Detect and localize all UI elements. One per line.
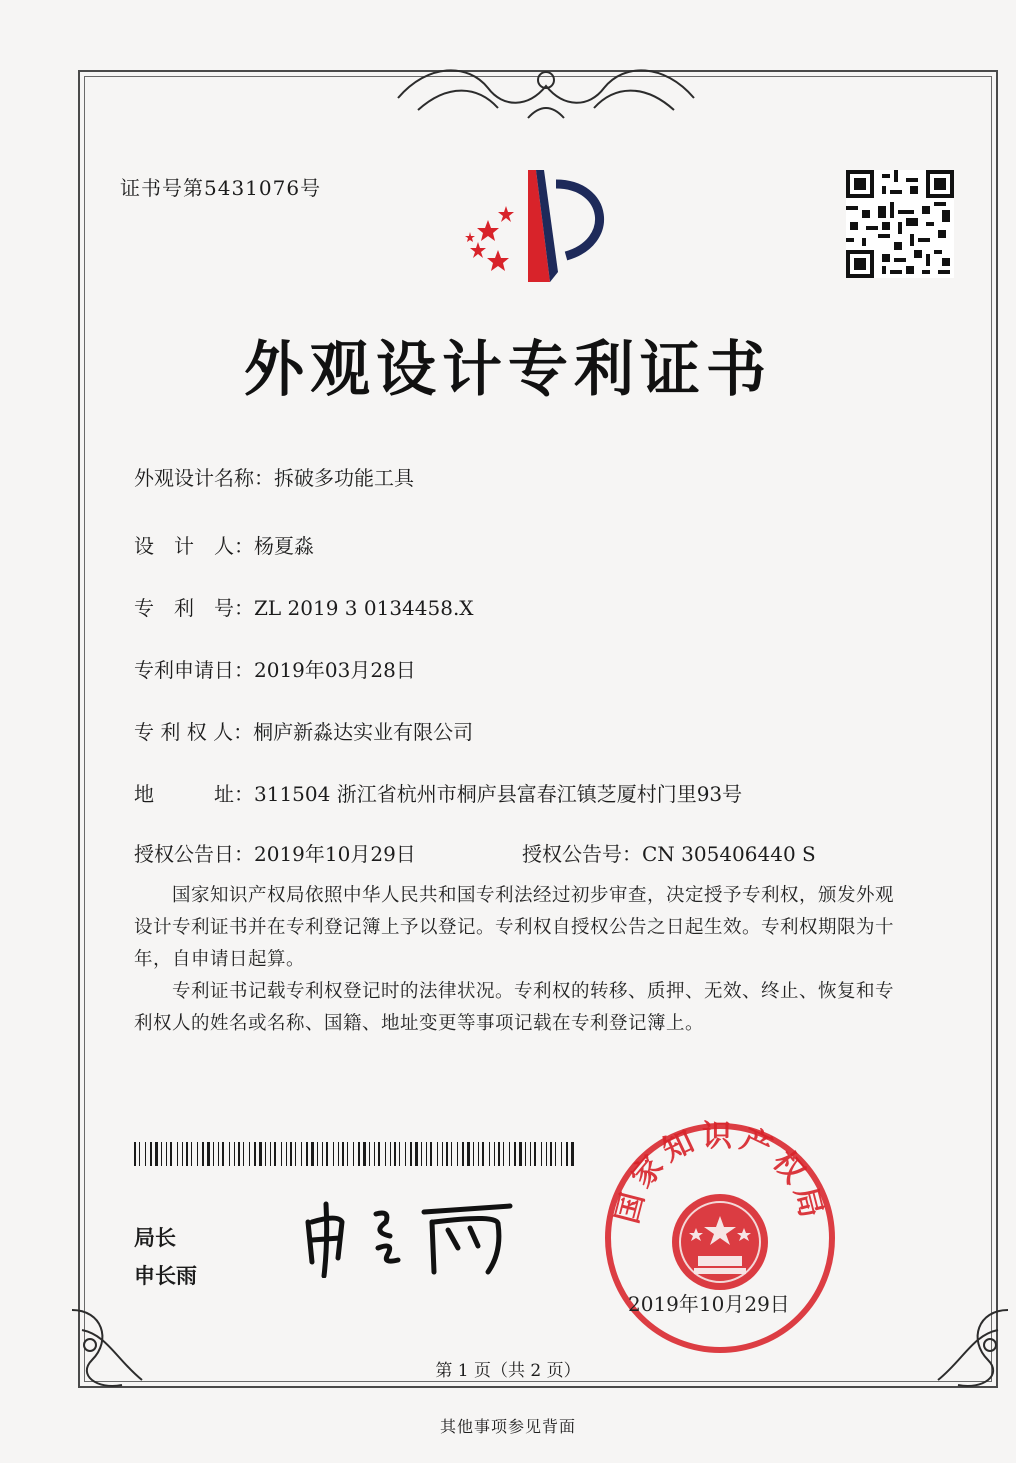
design-name-row — [134, 462, 414, 491]
announce-number-label: 授权公告号： — [522, 842, 642, 866]
designer-value: 杨夏淼 — [254, 534, 314, 558]
official-seal — [600, 1118, 840, 1358]
filing-date-value: 2019年03月28日 — [254, 658, 416, 682]
corner-ornament-bottom-right — [908, 1290, 1016, 1400]
seal-date: 2019年10月29日 — [628, 1292, 790, 1316]
patent-office-emblem — [458, 162, 620, 290]
patentee-value: 桐庐新淼达实业有限公司 — [253, 720, 474, 744]
announce-number-row — [522, 838, 816, 867]
designer-label: 设 计 人： — [134, 534, 254, 558]
address-label: 地 址： — [134, 782, 254, 806]
patentee-row — [134, 716, 473, 745]
page-number: 第 1 页（共 2 页） — [435, 1361, 581, 1381]
announce-number-value: CN 305406440 S — [642, 842, 816, 866]
patentee-label: 专 利 权 人： — [134, 720, 254, 744]
legal-paragraph-2: 专利证书记载专利权登记时的法律状况。专利权的转移、质押、无效、终止、恢复和专利权人的姓名或名称、国籍、地址变更等事项记载在专利登记簿上。 — [134, 981, 895, 1034]
legal-paragraph-1: 国家知识产权局依照中华人民共和国专利法经过初步审查，决定授予专利权，颁发外观设计专利证书并在专利登记簿上予以登记。专利权自授权公告之日起生效。专利权期限为十年，自申请日起算。 — [134, 885, 895, 970]
patent-number-value: ZL 2019 3 0134458.X — [254, 596, 474, 620]
announce-date-label: 授权公告日： — [134, 842, 254, 866]
address-row — [134, 778, 742, 807]
handwritten-signature — [298, 1192, 518, 1278]
seal-text: 国家知识产权局 — [609, 1119, 831, 1227]
announce-date-value: 2019年10月29日 — [254, 842, 416, 866]
director-title: 局长 — [134, 1226, 176, 1250]
design-name-label: 外观设计名称： — [134, 466, 274, 490]
qr-code — [846, 170, 954, 278]
designer-row — [134, 530, 314, 559]
top-ornament — [388, 58, 704, 130]
certificate-number: 证书号第5431076号 — [120, 176, 322, 200]
director-name: 申长雨 — [134, 1264, 197, 1288]
corner-ornament-bottom-left — [62, 1290, 172, 1400]
patent-number-row — [134, 592, 474, 621]
filing-date-row — [134, 654, 416, 683]
announce-date-row — [134, 838, 416, 867]
footer-note: 其他事项参见背面 — [439, 1417, 576, 1436]
address-value: 311504 浙江省杭州市桐庐县富春江镇芝厦村门里93号 — [254, 782, 743, 806]
filing-date-label: 专利申请日： — [134, 658, 254, 682]
certificate-title: 外观设计专利证书 — [244, 335, 772, 405]
patent-number-label: 专 利 号： — [134, 596, 254, 620]
design-name-value: 拆破多功能工具 — [274, 466, 414, 490]
barcode — [134, 1142, 574, 1166]
